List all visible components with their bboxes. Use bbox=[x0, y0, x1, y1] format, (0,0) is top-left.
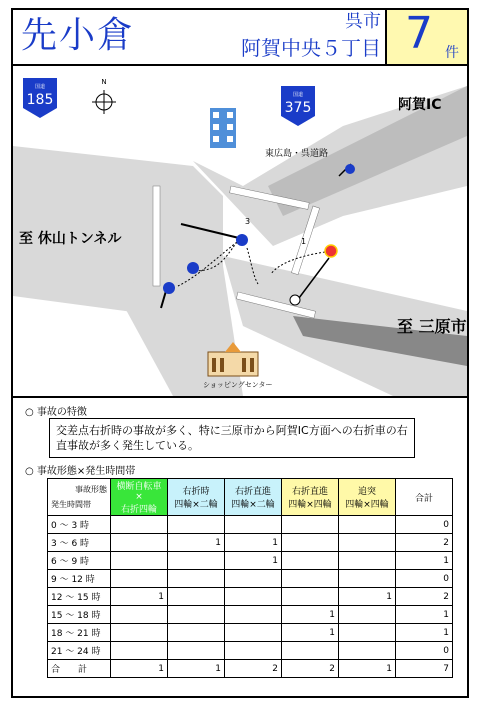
count-cell: 1 bbox=[225, 552, 282, 570]
svg-text:国道: 国道 bbox=[292, 92, 304, 98]
time-cell: 15 ～ 18 時 bbox=[48, 606, 111, 624]
north-compass-icon bbox=[92, 78, 116, 114]
count-cell bbox=[225, 588, 282, 606]
accident-sheet bbox=[11, 8, 469, 698]
count-cell: 2 bbox=[282, 660, 339, 678]
address: 阿賀中央５丁目 bbox=[241, 36, 381, 60]
count-cell bbox=[282, 534, 339, 552]
table-heading: ○ 事故形態×発生時間帯 bbox=[25, 466, 136, 477]
count-cell bbox=[339, 606, 396, 624]
table-row bbox=[48, 588, 453, 606]
count-cell: 1 bbox=[111, 660, 168, 678]
count-box bbox=[385, 10, 467, 64]
count-cell bbox=[168, 516, 225, 534]
col-header-2: 右折時 四輪×二輪 bbox=[168, 479, 225, 516]
count-cell: 1 bbox=[396, 606, 453, 624]
count-cell: 1 bbox=[111, 588, 168, 606]
count-cell bbox=[111, 606, 168, 624]
count-cell: 1 bbox=[282, 606, 339, 624]
count-cell bbox=[111, 570, 168, 588]
arrow-number-1: 1 bbox=[301, 237, 307, 246]
route-185-shield bbox=[23, 78, 57, 118]
count-cell bbox=[225, 642, 282, 660]
feature-heading: ○ 事故の特徴 bbox=[25, 407, 87, 418]
ic-label: 阿賀IC bbox=[398, 97, 442, 113]
table-row bbox=[48, 642, 453, 660]
time-cell: 21 ～ 24 時 bbox=[48, 642, 111, 660]
count-cell: 1 bbox=[168, 534, 225, 552]
svg-text:国道: 国道 bbox=[34, 84, 46, 90]
col-header-1: 横断自転車 × 右折四輪 bbox=[111, 479, 168, 516]
count-cell bbox=[168, 570, 225, 588]
accident-count: 7 bbox=[405, 8, 433, 59]
count-cell bbox=[225, 570, 282, 588]
count-cell bbox=[168, 588, 225, 606]
svg-text:N: N bbox=[101, 78, 107, 86]
svg-text:375: 375 bbox=[284, 100, 312, 116]
count-cell bbox=[282, 642, 339, 660]
route-375-shield bbox=[281, 86, 315, 126]
count-cell bbox=[168, 642, 225, 660]
header bbox=[13, 10, 467, 66]
table-row bbox=[48, 534, 453, 552]
count-cell bbox=[282, 516, 339, 534]
count-cell: 1 bbox=[168, 660, 225, 678]
count-cell: 2 bbox=[396, 588, 453, 606]
col-header-4: 右折直進 四輪×四輪 bbox=[282, 479, 339, 516]
time-cell: 6 ～ 9 時 bbox=[48, 552, 111, 570]
time-cell: 18 ～ 21 時 bbox=[48, 624, 111, 642]
count-cell bbox=[225, 516, 282, 534]
intersection-map bbox=[13, 66, 467, 398]
table-row bbox=[48, 552, 453, 570]
count-cell bbox=[168, 624, 225, 642]
place-name: 先小倉 bbox=[21, 15, 136, 56]
count-cell: 1 bbox=[282, 624, 339, 642]
count-cell: 0 bbox=[396, 516, 453, 534]
count-cell: 2 bbox=[225, 660, 282, 678]
count-cell bbox=[282, 552, 339, 570]
accident-table bbox=[47, 478, 453, 678]
count-cell bbox=[225, 624, 282, 642]
count-cell: 0 bbox=[396, 570, 453, 588]
table-row bbox=[48, 606, 453, 624]
count-cell bbox=[282, 570, 339, 588]
count-cell: 1 bbox=[396, 552, 453, 570]
table-row bbox=[48, 516, 453, 534]
count-cell bbox=[339, 570, 396, 588]
count-cell: 1 bbox=[396, 624, 453, 642]
count-cell bbox=[111, 624, 168, 642]
feature-text: 交差点右折時の事故が多く、特に三原市から阿賀IC方面への右折車の右直事故が多く発生している。 bbox=[49, 418, 415, 458]
count-cell: 1 bbox=[339, 660, 396, 678]
count-cell bbox=[225, 606, 282, 624]
count-cell: 0 bbox=[396, 642, 453, 660]
count-cell bbox=[168, 606, 225, 624]
svg-text:185: 185 bbox=[26, 92, 54, 108]
count-cell bbox=[111, 642, 168, 660]
count-cell bbox=[339, 552, 396, 570]
count-cell: 1 bbox=[225, 534, 282, 552]
shopping-label: ショッピングセンター bbox=[203, 381, 273, 389]
count-cell bbox=[111, 516, 168, 534]
count-cell bbox=[168, 552, 225, 570]
count-cell: 2 bbox=[396, 534, 453, 552]
count-cell: 7 bbox=[396, 660, 453, 678]
count-cell bbox=[282, 588, 339, 606]
time-cell: 3 ～ 6 時 bbox=[48, 534, 111, 552]
col-header-total: 合計 bbox=[396, 479, 453, 516]
table-row bbox=[48, 624, 453, 642]
count-cell bbox=[339, 534, 396, 552]
building-icon bbox=[210, 108, 236, 148]
time-cell: 0 ～ 3 時 bbox=[48, 516, 111, 534]
count-cell bbox=[339, 516, 396, 534]
table-row bbox=[48, 660, 453, 678]
direction-mihara: 至 三原市 bbox=[397, 317, 467, 336]
time-cell: 合 計 bbox=[48, 660, 111, 678]
count-cell bbox=[111, 534, 168, 552]
corner-bottom: 発生時間帯 bbox=[51, 500, 91, 509]
road-label: 東広島・呉道路 bbox=[265, 149, 329, 159]
table-body bbox=[48, 516, 453, 678]
city-name: 呉市 bbox=[345, 11, 381, 32]
corner-header bbox=[48, 479, 111, 516]
count-cell bbox=[111, 552, 168, 570]
col-header-5: 追突 四輪×四輪 bbox=[339, 479, 396, 516]
table-row bbox=[48, 570, 453, 588]
arrow-number-3: 3 bbox=[245, 217, 251, 226]
time-cell: 9 ～ 12 時 bbox=[48, 570, 111, 588]
count-cell bbox=[339, 624, 396, 642]
corner-top: 事故形態 bbox=[75, 485, 107, 494]
count-cell: 1 bbox=[339, 588, 396, 606]
time-cell: 12 ～ 15 時 bbox=[48, 588, 111, 606]
col-header-3: 右折直進 四輪×二輪 bbox=[225, 479, 282, 516]
count-cell bbox=[339, 642, 396, 660]
direction-tunnel: 至 休山トンネル bbox=[19, 231, 122, 247]
count-unit: 件 bbox=[445, 45, 459, 61]
